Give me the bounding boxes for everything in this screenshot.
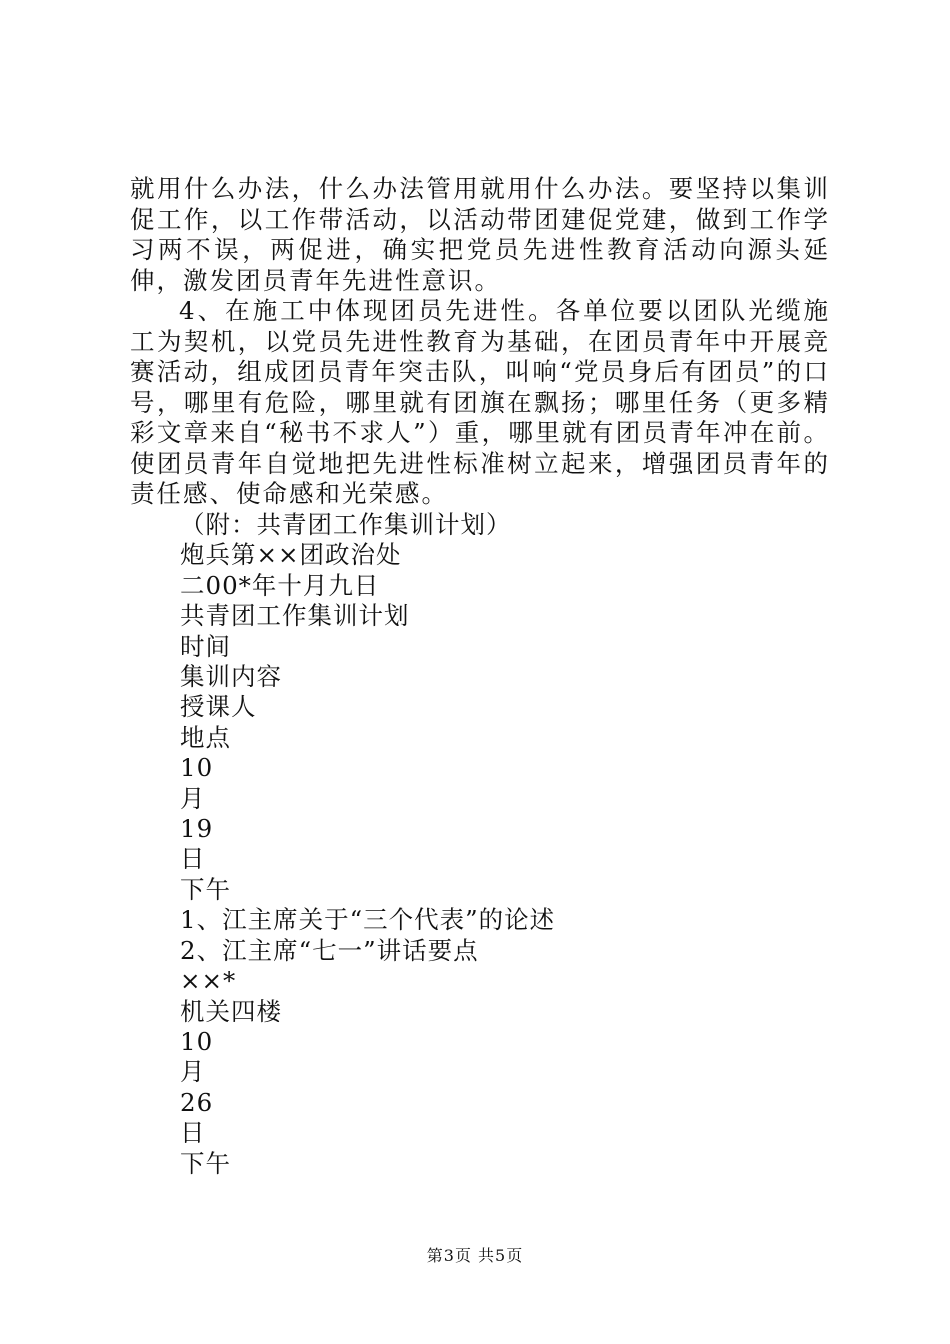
table-cell: 下午 bbox=[180, 874, 231, 904]
table-header-lecturer: 授课人 bbox=[180, 692, 257, 722]
page-footer: 第3页 共5页 bbox=[426, 1246, 524, 1265]
plan-lines bbox=[180, 510, 555, 1179]
table-cell: 月 bbox=[180, 783, 206, 813]
table-cell: 10 bbox=[180, 1026, 214, 1056]
table-header-location: 地点 bbox=[180, 722, 231, 752]
table-cell: 10 bbox=[180, 753, 214, 783]
table-cell: ××* bbox=[180, 966, 237, 996]
table-header-time: 时间 bbox=[180, 631, 231, 661]
body-paragraph: 4、在施工中体现团员先进性。各单位要以团队光缆施工为契机，以党员先进性教育为基础，在团员青年中开展竞赛活动，组成团员青年突击队，叫响“党员身后有团员”的口号，哪里有危险，哪里就有团旗在飘扬；哪里任务（更多精彩文章来自“秘书不求人”）重，哪里就有团员青年冲在前。使团员青年自觉地把先进性标准树立起来，增强团员青年的责任感、使命感和光荣感。 bbox=[130, 296, 830, 508]
plan-title: 共青团工作集训计划 bbox=[180, 601, 410, 631]
issuer-line: 炮兵第××团政治处 bbox=[180, 540, 402, 570]
date-line: 二00*年十月九日 bbox=[180, 570, 380, 600]
table-cell: 26 bbox=[180, 1087, 214, 1117]
body-paragraph: 就用什么办法，什么办法管用就用什么办法。要坚持以集训促工作，以工作带活动，以活动带团建促党建，做到工作学习两不误，两促进，确实把党员先进性教育活动向源头延伸，激发团员青年先进性意识。 bbox=[130, 174, 830, 295]
table-cell: 2、江主席“七一”讲话要点 bbox=[180, 935, 479, 965]
table-cell: 日 bbox=[180, 844, 206, 874]
table-cell: 月 bbox=[180, 1057, 206, 1087]
table-header-content: 集训内容 bbox=[180, 662, 282, 692]
table-cell: 下午 bbox=[180, 1148, 231, 1178]
table-cell: 1、江主席关于“三个代表”的论述 bbox=[180, 905, 556, 935]
table-cell: 日 bbox=[180, 1118, 206, 1148]
attachment-note: （附：共青团工作集训计划） bbox=[180, 510, 512, 539]
table-cell: 机关四楼 bbox=[180, 996, 282, 1026]
table-cell: 19 bbox=[180, 814, 214, 844]
